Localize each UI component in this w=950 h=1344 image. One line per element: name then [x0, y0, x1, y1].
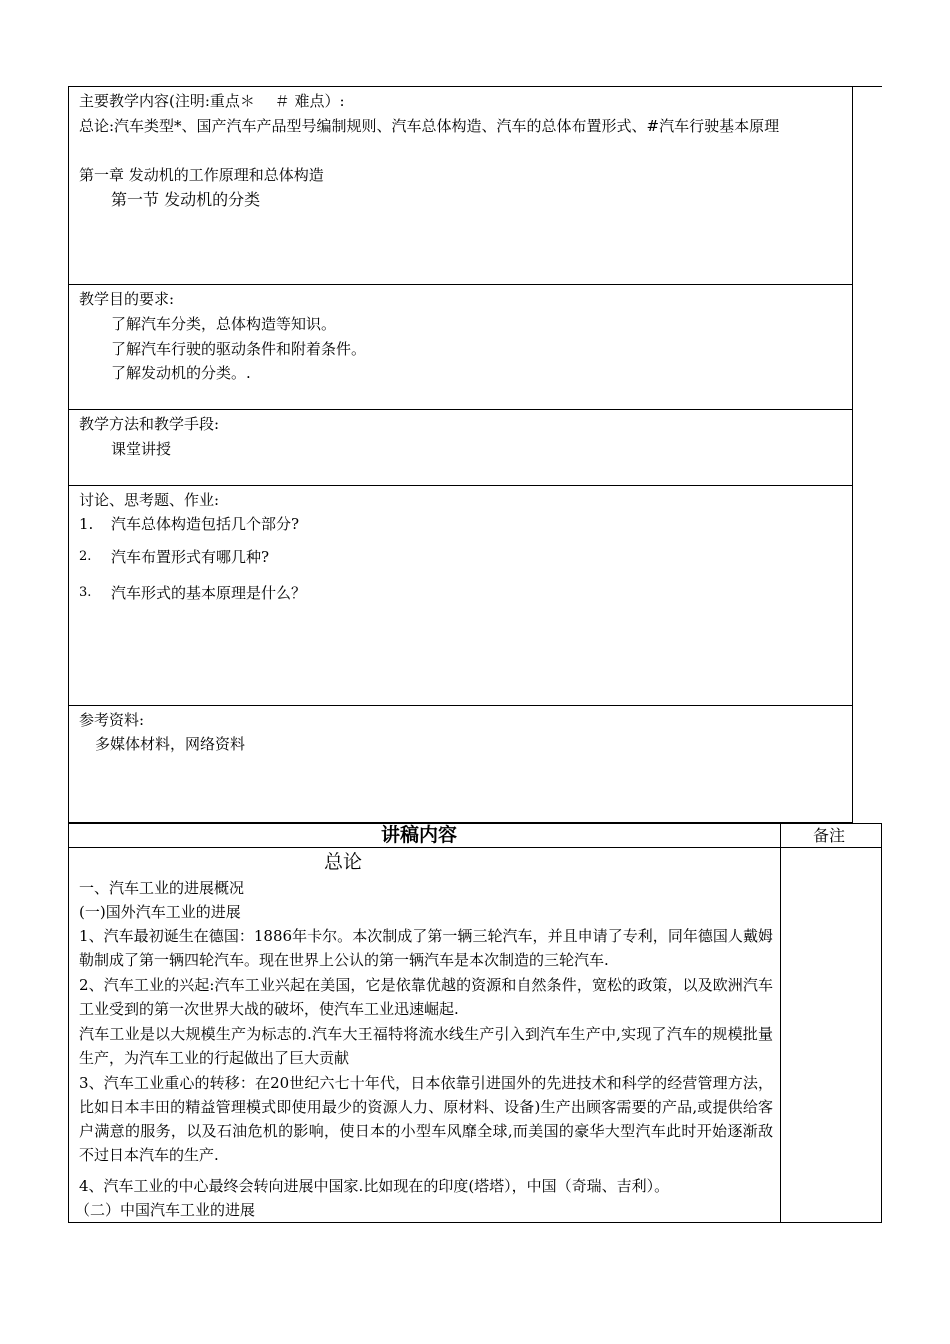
notes-column-divider [780, 823, 781, 1223]
lecture-heading-3: （二）中国汽车工业的进展 [75, 1201, 256, 1219]
discussion-item-text: 汽车总体构造包括几个部分? [111, 515, 300, 533]
discussion-item-number: 3. [79, 585, 92, 600]
lecture-paragraph: 4、汽车工业的中心最终会转向进展中国家.比如现在的印度(塔塔），中国（奇瑞、吉利）。 [79, 1177, 670, 1195]
row-divider-4 [68, 705, 853, 706]
lecture-paragraph: 3、汽车工业重心的转移：在20世纪六七十年代，日本依靠引进国外的先进技术和科学的经营管理方法，比如日本丰田的精益管理模式即使用最少的资源人力、原材料、设备)生产出顾客需要的产品,或提供给客户满意的服务，以及石油危机的影响，使日本的小型车风靡全球,而美国的豪华大型汽车此时开始逐渐敌不过日本汽车的生产. [79, 1074, 773, 1164]
content-header: 主要教学内容(注明:重点＊ ＃ 难点）: [79, 92, 345, 110]
lecture-paragraph: 汽车工业是以大规模生产为标志的.汽车大王福特将流水线生产引入到汽车生产中,实现了汽车的规模批量生产，为汽车工业的行起做出了巨大贡献 [79, 1025, 773, 1067]
methods-value: 课堂讲授 [111, 440, 172, 458]
lecture-heading-2: (一)国外汽车工业的进展 [79, 903, 241, 921]
lecture-header: 讲稿内容 [381, 824, 458, 846]
objective-item: 了解汽车行驶的驱动条件和附着条件。 [111, 340, 367, 358]
lecture-paragraph: 2、汽车工业的兴起:汽车工业兴起在美国，它是依靠优越的资源和自然条件，宽松的政策，以及欧洲汽车工业受到的第一次世界大战的破坏，使汽车工业迅速崛起. [79, 976, 773, 1018]
objectives-label: 教学目的要求: [79, 290, 175, 308]
chapter-title: 第一章 发动机的工作原理和总体构造 [79, 166, 324, 184]
section-title: 第一节 发动机的分类 [111, 190, 261, 209]
notes-header: 备注 [813, 826, 846, 845]
discussion-item-text: 汽车形式的基本原理是什么？ [111, 584, 307, 602]
content-overview: 总论:汽车类型*、国产汽车产品型号编制规则、汽车总体构造、汽车的总体布置形式、#汽车行驶基本原理 [79, 117, 780, 135]
lecture-header-divider [68, 847, 882, 848]
lecture-heading-1: 一、汽车工业的进展概况 [79, 879, 245, 897]
row-divider-2 [68, 409, 853, 410]
row-divider-1 [68, 284, 853, 285]
top-right-divider [852, 86, 882, 87]
lecture-title: 总论 [324, 851, 363, 873]
lecture-paragraph: 1、汽车最初诞生在德国：1886年卡尔。本次制成了第一辆三轮汽车，并且申请了专利，同年德国人戴姆勒制成了第一辆四轮汽车。现在世界上公认的第一辆汽车是本次制造的三轮汽车. [79, 927, 773, 969]
references-value: 多媒体材料，网络资料 [95, 735, 246, 753]
discussion-item-number: 2. [79, 549, 92, 564]
discussion-item-text: 汽车布置形式有哪几种? [111, 548, 270, 566]
row-divider-3 [68, 485, 853, 486]
objective-item: 了解发动机的分类。. [111, 364, 251, 382]
methods-label: 教学方法和教学手段: [79, 415, 220, 433]
references-label: 参考资料: [79, 711, 145, 729]
discussion-item-number: 1. [79, 515, 94, 533]
objective-item: 了解汽车分类，总体构造等知识。 [111, 315, 337, 333]
discussion-label: 讨论、思考题、作业: [79, 491, 220, 509]
